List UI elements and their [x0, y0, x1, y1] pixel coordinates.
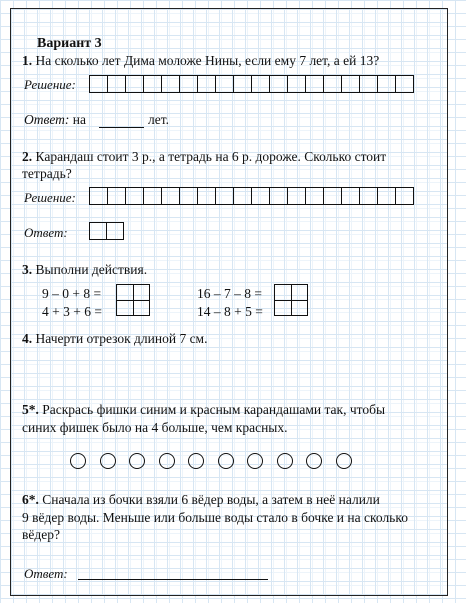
solution-cell[interactable] — [108, 187, 126, 205]
question-5 — [22, 402, 385, 418]
question-1-number: 1. — [22, 53, 33, 68]
solution-cell[interactable] — [252, 75, 270, 93]
question-6-line1: Сначала из бочки взяли 6 вёдер воды, а затем в неё налили — [42, 492, 380, 507]
solution-cell[interactable] — [396, 75, 414, 93]
chip-circle[interactable] — [70, 453, 86, 469]
answer-grid-1[interactable] — [116, 284, 150, 316]
solution-label-1: Решение: — [24, 77, 76, 92]
solution-cell[interactable] — [360, 187, 378, 205]
solution-cells-1 — [89, 75, 414, 93]
solution-cell[interactable] — [396, 187, 414, 205]
solution-cell[interactable] — [270, 187, 288, 205]
solution-cell[interactable] — [162, 75, 180, 93]
answer-label-6: Ответ: — [24, 566, 68, 581]
question-3 — [22, 262, 147, 278]
solution-cell[interactable] — [288, 75, 306, 93]
question-3-number: 3. — [22, 262, 33, 277]
solution-cell[interactable] — [306, 187, 324, 205]
solution-cell[interactable] — [144, 187, 162, 205]
expression-1: 9 – 0 + 8 = — [42, 286, 102, 301]
solution-cell[interactable] — [342, 187, 360, 205]
question-4-text: Начерти отрезок длиной 7 см. — [35, 331, 208, 346]
chip-circle[interactable] — [277, 453, 293, 469]
solution-cell[interactable] — [180, 187, 198, 205]
question-3-text: Выполни действия. — [35, 262, 148, 277]
solution-cell[interactable] — [360, 75, 378, 93]
question-1 — [22, 53, 379, 69]
question-5-line1: Раскрась фишки синим и красным карандашами так, чтобы — [42, 402, 386, 417]
solution-cell[interactable] — [216, 75, 234, 93]
solution-cell[interactable] — [126, 187, 144, 205]
answer-suffix-1: лет. — [148, 112, 169, 127]
solution-cell[interactable] — [90, 187, 108, 205]
answer-prefix-1: на — [72, 112, 87, 127]
chip-circle[interactable] — [188, 453, 204, 469]
chip-circle[interactable] — [306, 453, 322, 469]
expression-2: 4 + 3 + 6 = — [42, 304, 102, 319]
question-6 — [22, 492, 380, 508]
solution-cell[interactable] — [126, 75, 144, 93]
expression-3: 16 – 7 – 8 = — [197, 286, 262, 301]
answer-cells-2[interactable] — [89, 222, 124, 240]
solution-cell[interactable] — [306, 75, 324, 93]
solution-cell[interactable] — [378, 187, 396, 205]
solution-cell[interactable] — [288, 187, 306, 205]
solution-cell[interactable] — [378, 75, 396, 93]
question-4 — [22, 331, 207, 347]
chip-circle[interactable] — [247, 453, 263, 469]
solution-cell[interactable] — [162, 187, 180, 205]
question-2-line1: Карандаш стоит 3 р., а тетрадь на 6 р. дороже. Сколько стоит — [35, 149, 387, 164]
solution-cell[interactable] — [108, 75, 126, 93]
solution-cell[interactable] — [90, 75, 108, 93]
question-2-line2: тетрадь? — [22, 166, 72, 181]
question-2 — [22, 149, 386, 165]
chip-circle[interactable] — [129, 453, 145, 469]
chip-circle[interactable] — [336, 453, 352, 469]
question-5-number: 5*. — [22, 402, 39, 417]
chip-circle[interactable] — [159, 453, 175, 469]
solution-label-2: Решение: — [24, 190, 76, 205]
solution-cell[interactable] — [198, 75, 216, 93]
question-5-line2: синих фишек было на 4 больше, чем красных. — [22, 420, 288, 435]
variant-title: Вариант 3 — [37, 36, 102, 51]
chip-circle[interactable] — [100, 453, 116, 469]
question-6-line3: вёдер? — [22, 527, 60, 542]
question-6-number: 6*. — [22, 492, 39, 507]
answer-blank-1[interactable] — [99, 126, 144, 128]
answer-label-2: Ответ: — [24, 225, 68, 240]
question-6-line2: 9 вёдер воды. Меньше или больше воды стало в бочке и на сколько — [22, 510, 408, 525]
solution-cell[interactable] — [234, 75, 252, 93]
answer-line-1 — [24, 112, 86, 128]
expression-4: 14 – 8 + 5 = — [197, 304, 263, 319]
answer-blank-6[interactable] — [78, 578, 268, 580]
answer-grid-2[interactable] — [274, 284, 308, 316]
solution-cell[interactable] — [234, 187, 252, 205]
solution-cell[interactable] — [324, 187, 342, 205]
solution-cell[interactable] — [216, 187, 234, 205]
answer-label-1: Ответ: — [24, 112, 70, 127]
solution-cell[interactable] — [144, 75, 162, 93]
chip-circle[interactable] — [218, 453, 234, 469]
solution-cell[interactable] — [252, 187, 270, 205]
solution-cell[interactable] — [324, 75, 342, 93]
solution-cell[interactable] — [270, 75, 288, 93]
solution-cell[interactable] — [180, 75, 198, 93]
question-2-number: 2. — [22, 149, 33, 164]
solution-cells-2 — [89, 187, 414, 205]
question-1-text: На сколько лет Дима моложе Нины, если ему 7 лет, а ей 13? — [35, 53, 380, 68]
solution-cell[interactable] — [198, 187, 216, 205]
question-4-number: 4. — [22, 331, 33, 346]
solution-cell[interactable] — [342, 75, 360, 93]
